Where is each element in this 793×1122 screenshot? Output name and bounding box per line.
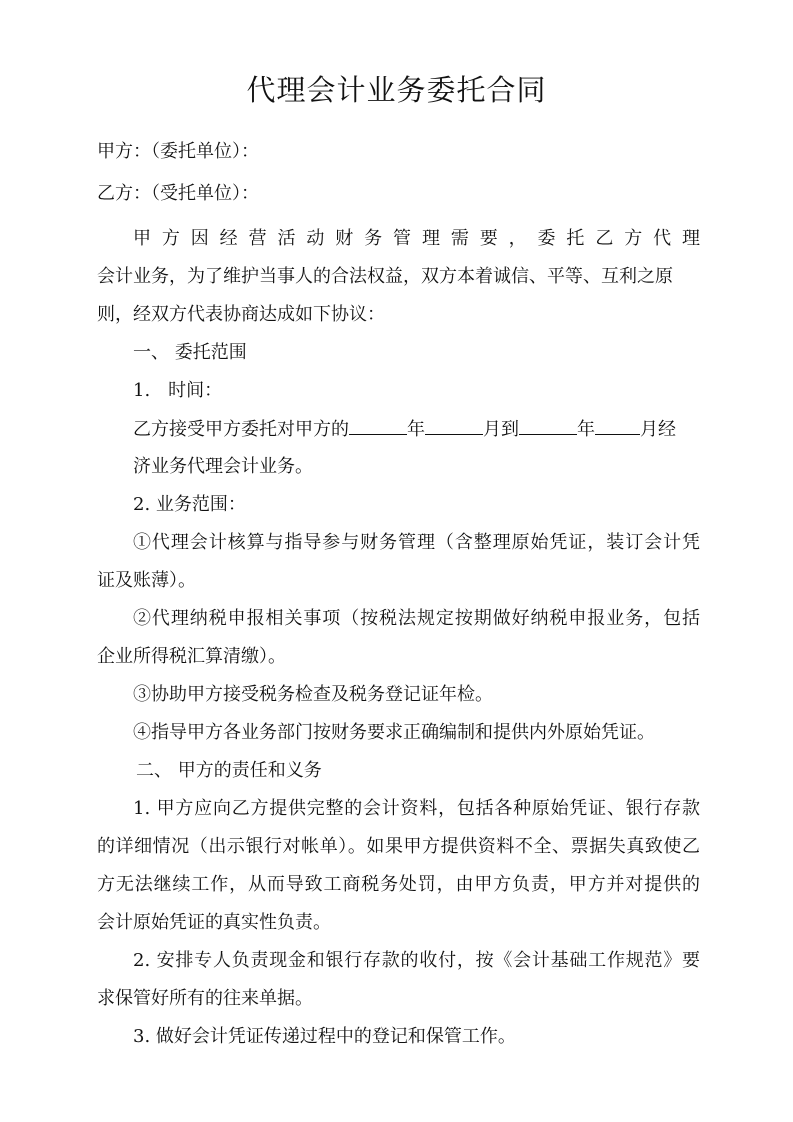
time-clause-text: 乙方接受甲方委托对甲方的 [133, 419, 349, 440]
duty-1-line-2: 的详细情况（出示银行对帐单）。如果甲方提供资料不全、票据失真致使乙 [97, 836, 700, 857]
year-label: 年 [407, 419, 425, 440]
duty-1-line-1: 1. 甲方应向乙方提供完整的会计资料，包括各种原始凭证、银行存款 [133, 798, 700, 819]
section1-heading: 一、 委托范围 [133, 342, 247, 363]
document-title: 代理会计业务委托合同 [246, 73, 547, 107]
month-to-label: 月到 [483, 419, 519, 440]
year-label-2: 年 [577, 419, 595, 440]
scope-item-4: ④指导甲方各业务部门按财务要求正确编制和提供内外原始凭证。 [133, 722, 655, 743]
scope-item-1-line-2: 证及账薄）。 [97, 570, 196, 591]
section2-heading: 二、 甲方的责任和义务 [136, 760, 322, 781]
duty-1-line-3: 方无法继续工作，从而导致工商税务处罚，由甲方负责，甲方并对提供的 [97, 874, 700, 895]
start-month-blank [425, 416, 483, 435]
duty-2-line-1: 2. 安排专人负责现金和银行存款的收付，按《会计基础工作规范》要 [133, 950, 700, 971]
party-b-line: 乙方：（受托单位）： [97, 183, 259, 204]
start-year-blank [349, 416, 407, 435]
end-month-blank [595, 416, 640, 435]
end-year-blank [519, 416, 577, 435]
scope-item-3: ③协助甲方接受税务检查及税务登记证年检。 [133, 684, 493, 705]
time-clause-line-2: 济业务代理会计业务。 [133, 456, 313, 477]
month-label-2: 月经 [640, 419, 676, 440]
intro-line-3: 则，经双方代表协商达成如下协议： [97, 304, 385, 325]
duty-2-line-2: 求保管好所有的往来单据。 [97, 988, 313, 1009]
intro-line-1: 甲方因经营活动财务管理需要，委托乙方代理 [133, 228, 700, 249]
intro-line-2: 会计业务，为了维护当事人的合法权益，双方本着诚信、平等、互利之原 [97, 266, 673, 287]
duty-1-line-4: 会计原始凭证的真实性负责。 [97, 912, 331, 933]
scope-item-1-line-1: ①代理会计核算与指导参与财务管理（含整理原始凭证，装订会计凭 [133, 532, 700, 553]
scope-item-2-line-2: 企业所得税汇算清缴）。 [97, 646, 286, 667]
section1-item1-heading: 1. 时间： [133, 380, 223, 401]
duty-3-line: 3. 做好会计凭证传递过程中的登记和保管工作。 [133, 1026, 516, 1047]
section1-item2-heading: 2. 业务范围： [133, 494, 246, 515]
scope-item-2-line-1: ②代理纳税申报相关事项（按税法规定按期做好纳税申报业务，包括 [133, 608, 700, 629]
party-a-line: 甲方：（委托单位）： [97, 141, 259, 162]
time-clause-line [133, 416, 676, 443]
